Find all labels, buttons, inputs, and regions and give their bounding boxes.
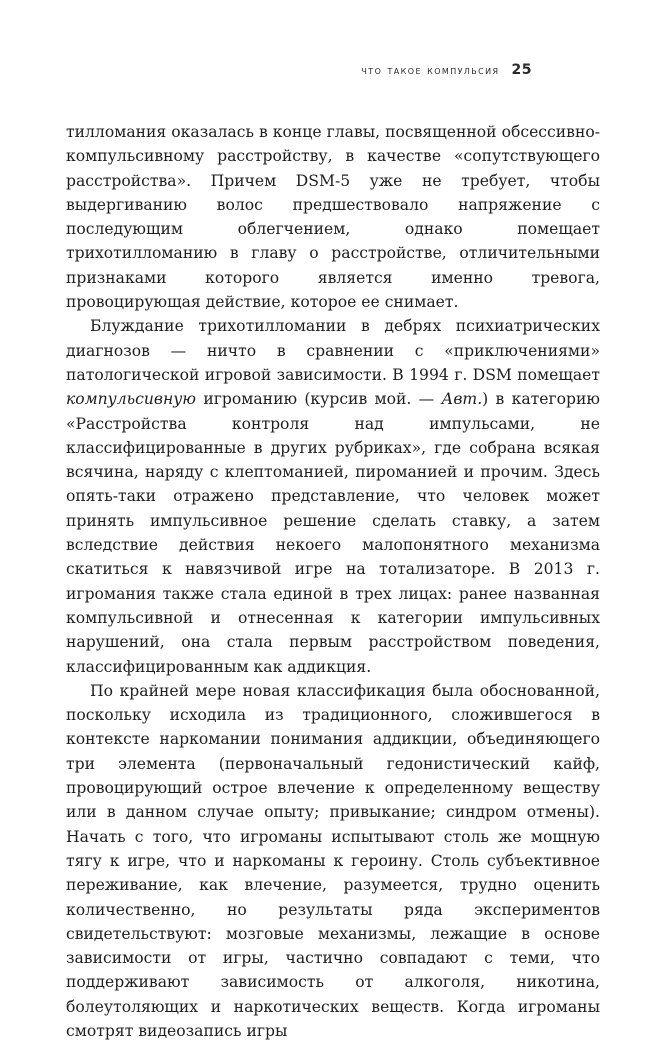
running-header: [361, 62, 532, 78]
paragraph-1: [66, 120, 600, 314]
paragraph-3: [66, 679, 600, 1043]
paragraph-2: [66, 314, 600, 678]
paragraph-2-text: игроманию (курсив мой. —: [196, 390, 442, 409]
running-title: что такое компульсия: [361, 63, 500, 77]
page-number: 25: [511, 62, 532, 78]
paragraph-2-text: ) в категорию «Расстройства контроля над импульсами, не классифицированные в других рубриках», где собрана всякая всячина, наряду с клептоманией, пироманией и прочим. Здесь опять-таки отражено представление, что человек может принять импульсивное решение сделать ставку, а затем вследствие действия некоего малопонятного механизма скатиться к навязчивой игре на тотализаторе. В 2013 г. игромания также стала единой в трех лицах: ранее названная компульсивной и отнесенная к категории импульсивных нарушений, она стала первым расстройством поведения, классифицированным как аддикция.: [66, 390, 600, 676]
italic-kompulsivnuyu: компульсивную: [66, 390, 197, 409]
body-text: [66, 120, 600, 1043]
paragraph-2-text: Блуждание трихотилломании в дебрях психиатрических диагнозов — ничто в сравнении с «приключениями» патологической игровой зависимости. В 1994 г. DSM помещает: [66, 317, 600, 384]
italic-avt: Авт.: [441, 390, 483, 409]
paragraph-1-text: тилломания оказалась в конце главы, посвященной обсессивно-компульсивному расстройству, в качестве «сопутствующего расстройства». Причем DSM-5 уже не требует, чтобы выдергиванию волос предшествовало напряжение с последующим облегчением, однако помещает трихотилломанию в главу о расстройстве, отличительными признаками которого является именно тревога, провоцирующая действие, которое ее снимает.: [66, 123, 600, 312]
paragraph-3-text: По крайней мере новая классификация была обоснованной, поскольку исходила из традиционного, сложившегося в контексте наркомании понимания аддикции, объединяющего три элемента (первоначальный гедонистический кайф, провоцирующий острое влечение к определенному веществу или в данном случае опыту; привыкание; синдром отмены). Начать с того, что игроманы испытывают столь же мощную тягу к игре, что и наркоманы к героину. Столь субъективное переживание, как влечение, разумеется, трудно оценить количественно, но результаты ряда экспериментов свидетельствуют: мозговые механизмы, лежащие в основе зависимости от игры, частично совпадают с теми, что поддерживают зависимость от алкоголя, никотина, болеутоляющих и наркотических веществ. Когда игроманы смотрят видеозапись игры: [66, 681, 600, 1040]
